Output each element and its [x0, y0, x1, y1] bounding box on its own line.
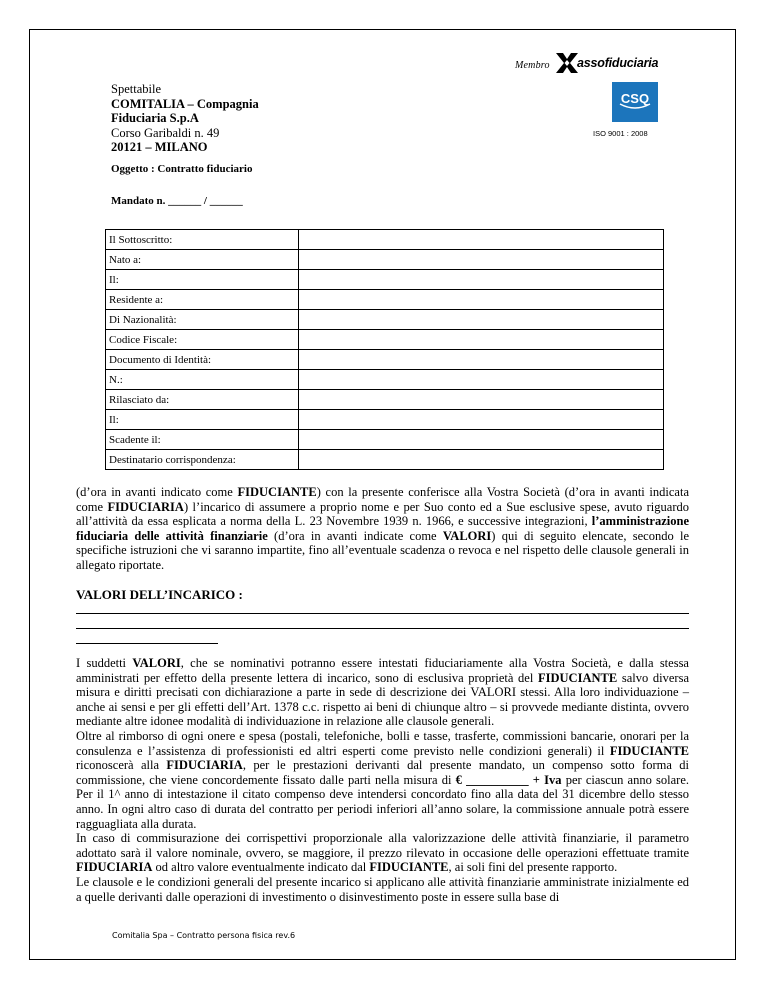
form-row	[106, 270, 664, 290]
bold-text-run: FIDUCIARIA	[107, 499, 184, 514]
recipient-line: COMITALIA – Compagnia	[111, 96, 259, 111]
mandate-number: Mandato n. ______ / ______	[111, 195, 243, 207]
form-row	[106, 310, 664, 330]
form-field-label: Il:	[106, 410, 299, 430]
form-row	[106, 390, 664, 410]
form-field-label: N.:	[106, 370, 299, 390]
recipient-line: 20121 – MILANO	[111, 140, 208, 154]
text-run: salvo diversa misura e diritti precisati con dichiarazione a parte in sede di descrizione dei VALORI stessi. Alla loro individuazione – anche ai sensi e per gli effetti dell’Art. 1378 c.c. rispetto ai beni di chiunque altro – si provvede mediante distinta, ovvero mediante altre idonee modalità di individuazione in relazione alle clausole generali.	[76, 670, 690, 729]
form-field-label: Il:	[106, 270, 299, 290]
form-row	[106, 350, 664, 370]
text-run: per ciascun anno solare. Per il 1^ anno di intestazione il citato compenso deve intendersi concordato fino alla data del 31 dicembre dello stesso anno. In ogni altro caso di durata del contratto per periodi inferiori all’anno solare, la commissione annuale potrà essere ragguagliata alla durata.	[76, 772, 689, 831]
valori-heading: VALORI DELL’INCARICO :	[76, 587, 243, 602]
text-run: , che se nominativi potranno essere intestati fiduciariamente alla Vostra Società, e dalla stessa amministrati per effetto della presente lettera di incarico, sono di esclusiva proprietà del	[76, 656, 689, 685]
form-field-label: Di Nazionalità:	[106, 310, 299, 330]
form-field-label: Documento di Identità:	[106, 350, 299, 370]
bold-text-run: l’amministrazione fiduciaria delle attività finanziarie	[76, 514, 689, 543]
intro-paragraph	[76, 485, 689, 573]
bold-text-run: FIDUCIANTE	[237, 485, 317, 499]
document-page	[29, 29, 736, 960]
text-run: ) con la presente conferisce alla Vostra Società (d’ora in avanti indicata come	[76, 485, 689, 514]
form-field-label: Codice Fiscale:	[106, 330, 299, 350]
form-row	[106, 230, 664, 250]
form-row	[106, 430, 664, 450]
bold-text-run: VALORI	[132, 656, 181, 670]
bold-text-run: FIDUCIARIA	[76, 860, 153, 875]
csq-mark-icon	[612, 82, 658, 122]
csq-text: CSQ	[620, 91, 650, 106]
text-run: I suddetti	[76, 656, 133, 670]
text-run: ) qui di seguito elencate, secondo le specifiche istruzioni che vi saranno impartite, fino all’eventuale scadenza o revoca e nel rispetto delle clausole generali in allegato riportate.	[76, 528, 690, 572]
recipient-line: Spettabile	[111, 82, 161, 96]
text-run: Le clausole e le condizioni generali del presente incarico si applicano alle attività finanziarie amministrate inizialmente ed a quelle derivanti dalle operazioni di investimento o disinvestimento poste in essere sulla base di	[76, 874, 689, 904]
form-field-value[interactable]	[299, 330, 664, 350]
recipient-line: Fiduciaria S.p.A	[111, 111, 199, 125]
recipient-address	[111, 82, 259, 155]
form-row	[106, 290, 664, 310]
form-field-value[interactable]	[299, 410, 664, 430]
bold-text-run: FIDUCIANTE	[369, 860, 449, 875]
form-field-value[interactable]	[299, 430, 664, 450]
text-run: ) l’incarico di assumere a proprio nome e per Suo conto ed a Sue esclusive spese, avuto riguardo all’attività da essa esplicata a norma della L. 23 Novembre 1939 n. 1966, e successive integrazioni,	[76, 499, 689, 529]
membro-label: Membro	[515, 60, 550, 71]
text-run: , per le prestazioni derivanti dal presente mandato, un compenso sotto forma di commissione, che viene concordemente fissato dalle parti nella misura di	[76, 758, 689, 787]
recipient-line: Corso Garibaldi n. 49	[111, 125, 220, 140]
form-field-label: Residente a:	[106, 290, 299, 310]
form-field-value[interactable]	[299, 450, 664, 470]
valori-fill-line[interactable]	[76, 628, 689, 629]
form-field-value[interactable]	[299, 230, 664, 250]
footer-text: Comitalia Spa – Contratto persona fisica rev.6	[112, 931, 296, 940]
form-field-value[interactable]	[299, 370, 664, 390]
form-row	[106, 410, 664, 430]
text-run: , ai soli fini del presente rapporto.	[448, 860, 618, 875]
valori-fill-line[interactable]	[76, 643, 218, 644]
text-run: (d’ora in avanti indicate come	[267, 528, 443, 543]
form-row	[106, 250, 664, 270]
iso-certification: ISO 9001 : 2008	[593, 129, 648, 138]
form-row	[106, 330, 664, 350]
text-run: riconoscerà alla	[76, 758, 167, 773]
subject-line: Oggetto : Contratto fiduciario	[111, 163, 253, 175]
assofiduciaria-wordmark: assofiduciaria	[577, 56, 659, 70]
bold-text-run: € __________ + Iva	[455, 772, 562, 787]
bold-text-run: FIDUCIARIA	[166, 758, 243, 773]
terms-paragraph	[76, 656, 689, 904]
personal-data-table	[105, 229, 664, 470]
bold-text-run: FIDUCIANTE	[609, 743, 689, 758]
form-field-value[interactable]	[299, 270, 664, 290]
form-field-value[interactable]	[299, 390, 664, 410]
form-field-value[interactable]	[299, 310, 664, 330]
form-field-label: Rilasciato da:	[106, 390, 299, 410]
text-run: od altro valore eventualmente indicato dal	[152, 860, 370, 875]
form-field-value[interactable]	[299, 350, 664, 370]
valori-fill-line[interactable]	[76, 613, 689, 614]
csq-logo	[612, 82, 658, 122]
bold-text-run: VALORI	[442, 528, 492, 543]
form-field-value[interactable]	[299, 250, 664, 270]
form-field-label: Nato a:	[106, 250, 299, 270]
form-field-value[interactable]	[299, 290, 664, 310]
bold-text-run: FIDUCIANTE	[538, 670, 618, 685]
text-run: (d’ora in avanti indicato come	[76, 485, 238, 499]
assofiduciaria-logo	[499, 50, 711, 76]
form-field-label: Destinatario corrispondenza:	[106, 450, 299, 470]
form-row	[106, 370, 664, 390]
form-field-label: Scadente il:	[106, 430, 299, 450]
text-run: In caso di commisurazione dei corrispettivi proporzionale alla valorizzazione delle attività finanziarie, il parametro adottato sarà il valore nominale, ovvero, se maggiore, il prezzo rilevato in occasione delle operazioni effettuate tramite	[76, 831, 689, 860]
form-row	[106, 450, 664, 470]
text-run: Oltre al rimborso di ogni onere e spesa (postali, telefoniche, bolli e tasse, trasferte, commissioni bancarie, onorari per la consulenza e l’assistenza di professionisti ed altri esperti come previsto nelle condizioni generali) il	[76, 728, 689, 758]
form-field-label: Il Sottoscritto:	[106, 230, 299, 250]
